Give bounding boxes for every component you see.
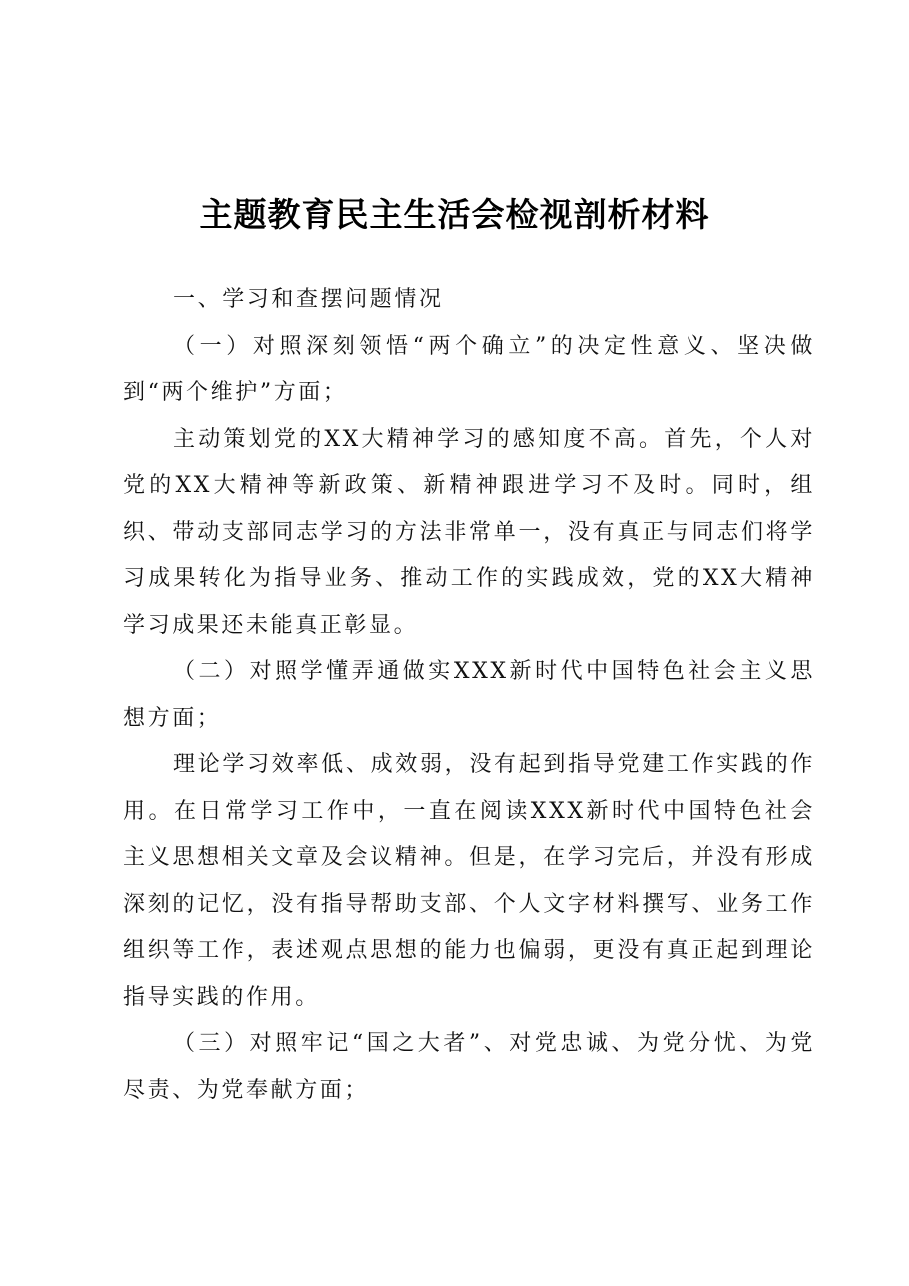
- body-paragraph-1: 主动策划党的XX大精神学习的感知度不高。首先，个人对党的XX大精神等新政策、新精神跟进学习不及时。同时，组织、带动支部同志学习的方法非常单一，没有真正与同志们将学习成果转化为指导业务、推动工作的实践成效，党的XX大精神学习成果还未能真正彰显。: [123, 426, 815, 638]
- document-title: 主题教育民主生活会检视剖析材料: [199, 195, 710, 234]
- subsection-heading-1: （一）对照深刻领悟“两个确立”的决定性意义、坚决做到“两个维护”方面；: [123, 333, 815, 405]
- subsection-heading-2: （二）对照学懂弄通做实XXX新时代中国特色社会主义思想方面；: [123, 659, 815, 731]
- subsection-heading-3: （三）对照牢记“国之大者”、对党忠诚、为党分忧、为党尽责、为党奉献方面；: [123, 1031, 815, 1103]
- body-paragraph-2: 理论学习效率低、成效弱，没有起到指导党建工作实践的作用。在日常学习工作中，一直在阅读XXX新时代中国特色社会主义思想相关文章及会议精神。但是，在学习完后，并没有形成深刻的记忆，没有指导帮助支部、个人文字材料撰写、业务工作组织等工作，表述观点思想的能力也偏弱，更没有真正起到理论指导实践的作用。: [123, 752, 815, 1010]
- section-heading-1: 一、学习和查摆问题情况: [173, 287, 444, 312]
- document-body: [123, 277, 815, 1114]
